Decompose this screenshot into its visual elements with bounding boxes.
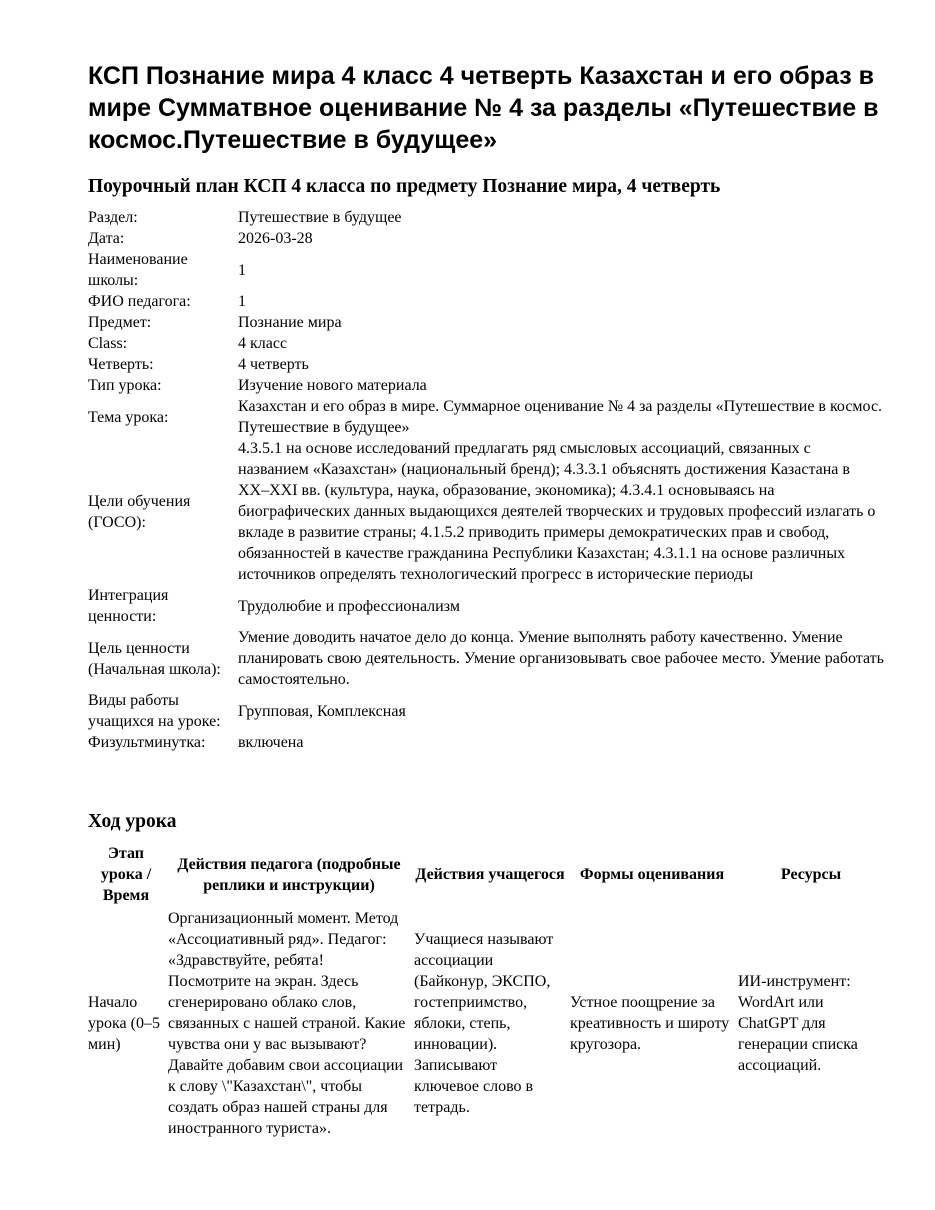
- cell-stage: Начало урока (0–5 мин): [88, 994, 160, 1053]
- info-row-class: [86, 333, 886, 354]
- info-label: Наименование школы:: [88, 251, 188, 289]
- header-stage: Этап урока / Время: [100, 845, 152, 904]
- info-value: Изучение нового материала: [238, 377, 427, 394]
- header-assessment: Формы оценивания: [579, 866, 725, 883]
- info-label: Интеграция ценности:: [88, 587, 169, 625]
- info-value: Умение доводить начатое дело до конца. Умение выполнять работу качественно. Умение планировать свою деятельность. Умение организовывать свое рабочее место. Умение работать самостоятельно.: [238, 629, 884, 688]
- info-label: ФИО педагога:: [88, 293, 191, 310]
- header-student-actions: Действия учащегося: [415, 866, 565, 883]
- info-value: включена: [238, 734, 304, 751]
- info-label: Цель ценности (Начальная школа):: [88, 639, 221, 678]
- info-label: Цели обучения (ГОСО):: [88, 492, 191, 531]
- info-value: 1: [238, 261, 246, 279]
- cell-resources: ИИ-инструмент: WordArt или ChatGPT для генерации списка ассоциаций.: [738, 973, 858, 1074]
- info-value: 4 класс: [238, 335, 288, 352]
- info-value: Казахстан и его образ в мире. Суммарное оценивание № 4 за разделы «Путешествие в космос. Путешествие в будущее»: [238, 398, 883, 436]
- info-row-lesson-type: [86, 375, 886, 396]
- table-row: [86, 907, 886, 1140]
- info-row-value-goal: [86, 627, 886, 690]
- info-label: Тип урока:: [88, 377, 162, 394]
- info-value: 4.3.5.1 на основе исследований предлагать ряд смысловых ассоциаций, связанных с названием «Казахстан» (национальный бренд); 4.3.3.1 объяснять достижения Казастана в XX–XXI вв. (культура, наука, образование, экономика); 4.3.4.1 основываясь на биографических данных выдающихся деятелей творческих и трудовых профессий излагать о вкладе в развитие страны; 4.1.5.2 приводить примеры демократических прав и свобод, обязанностей в качестве гражданина Республики Казахстан; 4.3.1.1 на основе различных источников определять технологический прогресс в исторические периоды: [238, 440, 876, 583]
- cell-teacher-actions: Организационный момент. Метод «Ассоциативный ряд». Педагог: «Здравствуйте, ребята! Посмотрите на экран. Здесь сгенерировано облако слов, связанных с нашей страной. Какие чувства они у вас вызывают? Давайте добавим свои ассоциации к слову \"Казахстан\", чтобы создать образ нашей страны для иностранного туриста».: [168, 910, 406, 1137]
- info-row-topic: [86, 396, 886, 438]
- info-label: Class:: [88, 335, 128, 352]
- info-row-work-types: [86, 690, 886, 732]
- info-row-teacher: [86, 291, 886, 312]
- lesson-info-table: [86, 207, 886, 753]
- info-value: Трудолюбие и профессионализм: [238, 597, 460, 615]
- plan-subtitle: Поурочный план КСП 4 класса по предмету Познание мира, 4 четверть: [88, 176, 721, 197]
- lesson-section-title: Ход урока: [88, 811, 177, 832]
- info-label: Тема урока:: [88, 408, 169, 426]
- info-value: Путешествие в будущее: [238, 209, 402, 226]
- cell-student-actions: Учащиеся называют ассоциации (Байконур, ЭКСПО, гостеприимство, яблоки, степь, инновации). Записывают ключевое слово в тетрадь.: [414, 931, 554, 1116]
- info-value: 2026-03-28: [238, 230, 313, 247]
- info-row-values: [86, 585, 886, 627]
- info-row-exercise: [86, 732, 886, 753]
- info-row-date: [86, 228, 886, 249]
- info-row-section: [86, 207, 886, 228]
- info-label: Дата:: [88, 230, 125, 247]
- cell-assessment: Устное поощрение за креативность и широту кругозора.: [570, 994, 730, 1053]
- header-resources: Ресурсы: [780, 866, 842, 883]
- info-value: 4 четверть: [238, 356, 309, 373]
- info-label: Виды работы учащихся на уроке:: [88, 692, 221, 730]
- info-row-subject: [86, 312, 886, 333]
- info-value: Познание мира: [238, 314, 342, 331]
- info-value: Групповая, Комплексная: [238, 702, 406, 720]
- info-row-school: [86, 249, 886, 291]
- header-teacher-actions: Действия педагога (подробные реплики и инструкции): [177, 855, 401, 894]
- document-title: КСП Познание мира 4 класс 4 четверть Казахстан и его образ в мире Сумматвное оценивание № 4 за разделы «Путешествие в космос.Путешествие в будущее»: [88, 62, 879, 154]
- info-label: Предмет:: [88, 314, 152, 331]
- lesson-table-header-row: [86, 842, 886, 907]
- info-label: Четверть:: [88, 356, 154, 373]
- info-label: Физультминутка:: [88, 734, 206, 751]
- info-row-goals: [86, 438, 886, 585]
- lesson-table: [86, 842, 886, 1140]
- info-label: Раздел:: [88, 209, 138, 226]
- info-value: 1: [238, 293, 246, 310]
- info-row-quarter: [86, 354, 886, 375]
